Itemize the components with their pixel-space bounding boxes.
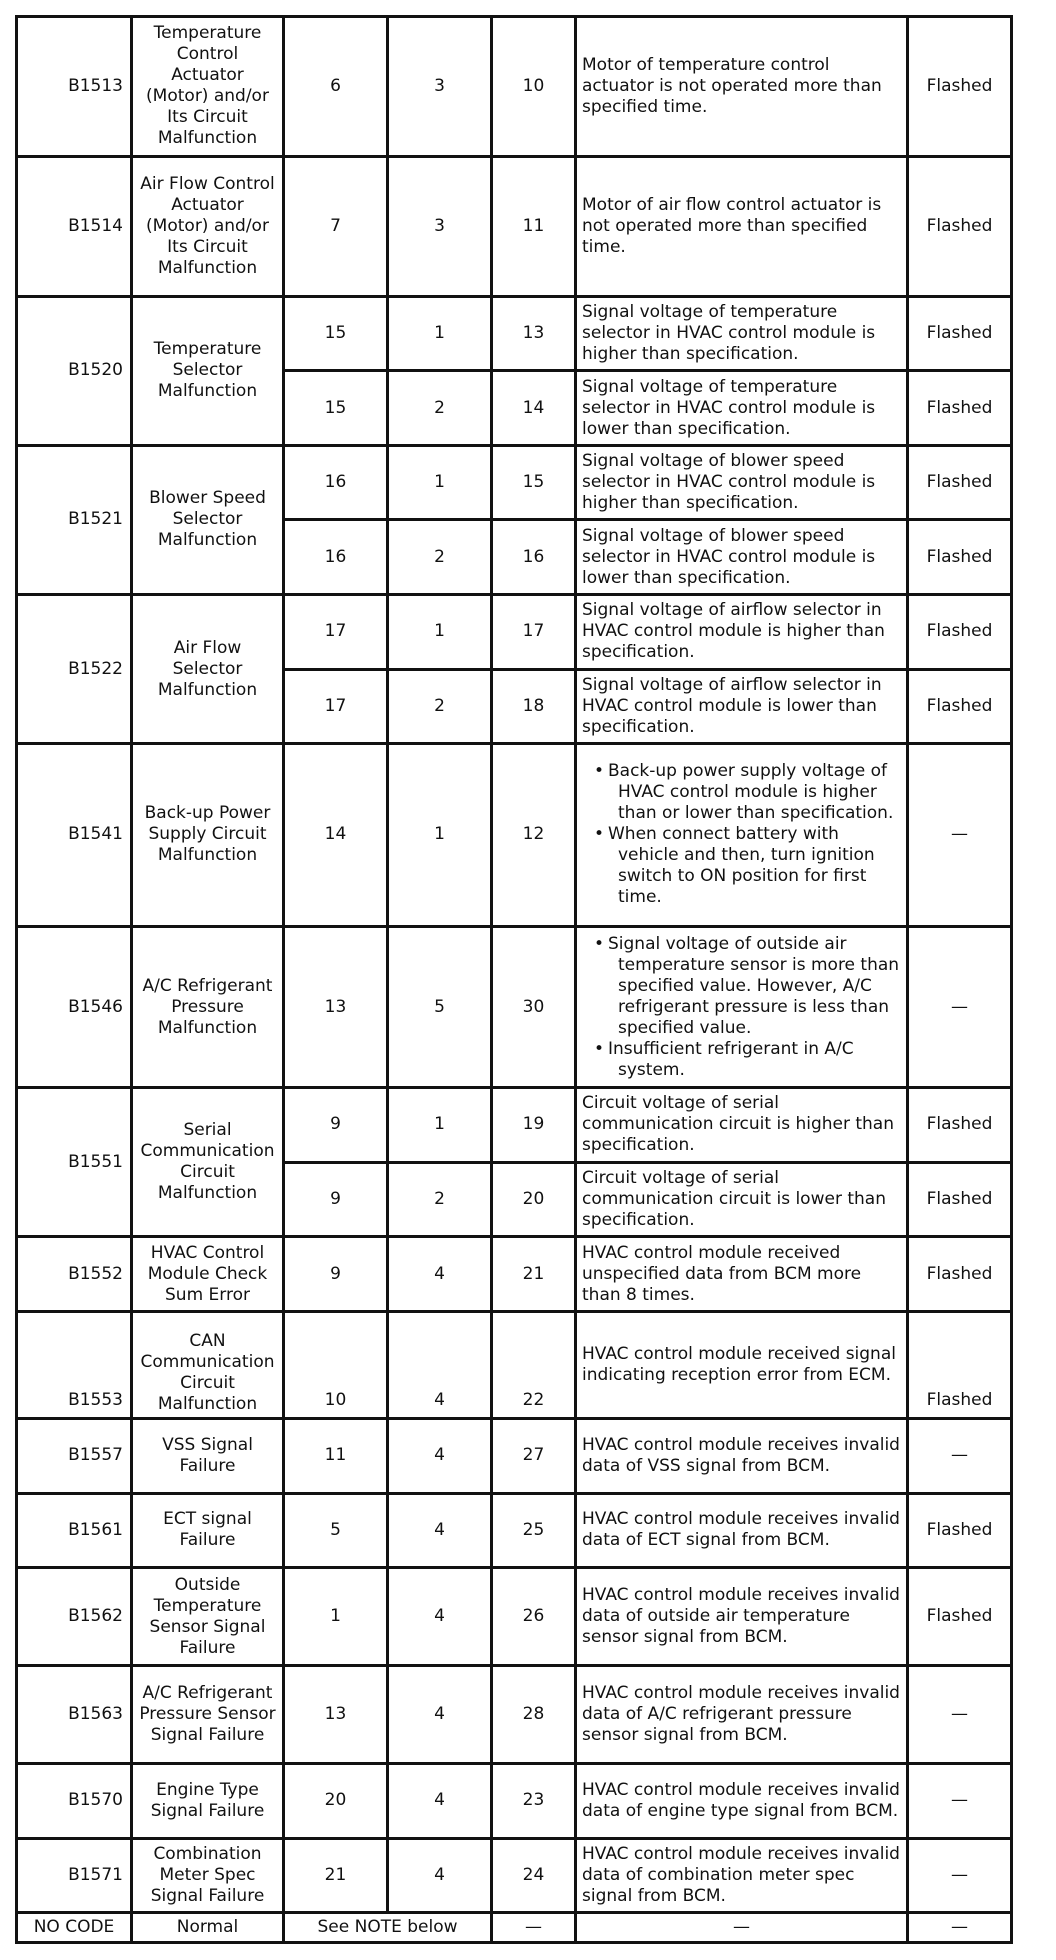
flash-count-b: 3 [388,17,492,157]
condition-cell [576,744,908,927]
flash-count-b: 1 [388,445,492,520]
dtc-number: 16 [492,520,576,595]
flash-count-a: 1 [284,1568,388,1666]
flash-count-a: 17 [284,669,388,744]
indicator-status: Flashed [908,594,1012,669]
table-row [17,744,1012,927]
dtc-code: B1521 [17,445,132,594]
flash-count-b: 2 [388,371,492,446]
condition-cell: HVAC control module receives invalid data of outside air temperature sensor signal from BCM. [576,1568,908,1666]
flash-count-a: 21 [284,1838,388,1913]
dtc-number: 22 [492,1311,576,1418]
condition-bullet: • Back-up power supply voltage of HVAC control module is higher than or lower than specification. [608,761,901,824]
indicator-status: Flashed [908,1162,1012,1237]
condition-cell: HVAC control module received unspecified data from BCM more than 8 times. [576,1237,908,1312]
detected-item: Temperature Control Actuator (Motor) and/or Its Circuit Malfunction [132,17,284,157]
dtc-number: 19 [492,1088,576,1163]
table-row [17,1568,1012,1666]
condition-cell: HVAC control module receives invalid data of VSS signal from BCM. [576,1419,908,1494]
table-row [17,1493,1012,1568]
flash-count-a: 9 [284,1237,388,1312]
flash-count-b: 1 [388,1088,492,1163]
flash-count-a: 15 [284,296,388,371]
flash-count-a: 20 [284,1764,388,1839]
dtc-number: 30 [492,926,576,1087]
table-row [17,1666,1012,1764]
condition-bullet: • When connect battery with vehicle and then, turn ignition switch to ON position for first time. [608,824,901,908]
indicator-status: Flashed [908,1237,1012,1312]
indicator-status: — [908,1764,1012,1839]
dtc-number: 17 [492,594,576,669]
dtc-code: B1522 [17,594,132,743]
flash-count-b: 1 [388,594,492,669]
indicator-status: Flashed [908,1493,1012,1568]
condition-cell: HVAC control module receives invalid data of combination meter spec signal from BCM. [576,1838,908,1913]
dtc-number: 18 [492,669,576,744]
dtc-code: B1553 [17,1311,132,1418]
condition-cell: HVAC control module received signal indicating reception error from ECM. [576,1311,908,1418]
condition-cell: Signal voltage of temperature selector in HVAC control module is higher than specification. [576,296,908,371]
condition-cell: Circuit voltage of serial communication circuit is higher than specification. [576,1088,908,1163]
indicator-status: — [908,744,1012,927]
condition-cell: HVAC control module receives invalid data of A/C refrigerant pressure sensor signal from BCM. [576,1666,908,1764]
detected-item: Combination Meter Spec Signal Failure [132,1838,284,1913]
condition-cell: Signal voltage of blower speed selector in HVAC control module is lower than specification. [576,520,908,595]
flash-count-a: 17 [284,594,388,669]
table-row [17,156,1012,296]
dtc-number: 24 [492,1838,576,1913]
flash-count-b: 4 [388,1311,492,1418]
condition-cell [576,926,908,1087]
flash-count-b: 4 [388,1568,492,1666]
flash-count-a: 5 [284,1493,388,1568]
table-row [17,1419,1012,1494]
condition-cell: — [576,1913,908,1943]
indicator-status: Flashed [908,1088,1012,1163]
dtc-number: 23 [492,1764,576,1839]
indicator-status: — [908,1913,1012,1943]
table-body [17,17,1012,1943]
condition-cell: Circuit voltage of serial communication circuit is lower than specification. [576,1162,908,1237]
flash-count-b: 1 [388,296,492,371]
flash-count-a: 14 [284,744,388,927]
condition-cell: Signal voltage of temperature selector in HVAC control module is lower than specification. [576,371,908,446]
dtc-code: B1563 [17,1666,132,1764]
dtc-number: 27 [492,1419,576,1494]
condition-cell: Motor of temperature control actuator is not operated more than specified time. [576,17,908,157]
dtc-code: B1562 [17,1568,132,1666]
flash-count-b: 4 [388,1764,492,1839]
dtc-code: B1551 [17,1088,132,1237]
table-row [17,1838,1012,1913]
dtc-number: 21 [492,1237,576,1312]
dtc-code: B1546 [17,926,132,1087]
condition-cell: Signal voltage of blower speed selector in HVAC control module is higher than specification. [576,445,908,520]
detected-item: A/C Refrigerant Pressure Malfunction [132,926,284,1087]
dtc-number: 14 [492,371,576,446]
dtc-code: B1552 [17,1237,132,1312]
indicator-status: Flashed [908,520,1012,595]
indicator-status: Flashed [908,17,1012,157]
dtc-code: B1513 [17,17,132,157]
flash-count-a: 6 [284,17,388,157]
detected-item: ECT signal Failure [132,1493,284,1568]
dtc-code: B1571 [17,1838,132,1913]
condition-cell: Motor of air flow control actuator is not operated more than specified time. [576,156,908,296]
table-row [17,1088,1012,1163]
dtc-code: B1557 [17,1419,132,1494]
flash-count-b: 3 [388,156,492,296]
dtc-number: 15 [492,445,576,520]
flash-count-b: 2 [388,669,492,744]
flash-count-b: 5 [388,926,492,1087]
condition-cell: HVAC control module receives invalid data of engine type signal from BCM. [576,1764,908,1839]
detected-item: Serial Communication Circuit Malfunction [132,1088,284,1237]
detected-item: Outside Temperature Sensor Signal Failure [132,1568,284,1666]
table-row [17,17,1012,157]
table-row [17,1237,1012,1312]
flash-count-a: 7 [284,156,388,296]
dtc-code: B1520 [17,296,132,445]
dtc-number: 28 [492,1666,576,1764]
condition-cell: Signal voltage of airflow selector in HVAC control module is lower than specification. [576,669,908,744]
detected-item: HVAC Control Module Check Sum Error [132,1237,284,1312]
dtc-number: 26 [492,1568,576,1666]
detected-item: Blower Speed Selector Malfunction [132,445,284,594]
flash-count-b: 4 [388,1838,492,1913]
flash-count-b: 2 [388,520,492,595]
indicator-status: Flashed [908,296,1012,371]
dtc-code: NO CODE [17,1913,132,1943]
indicator-status: Flashed [908,156,1012,296]
detected-item: Back-up Power Supply Circuit Malfunction [132,744,284,927]
flash-count-a: 9 [284,1162,388,1237]
detected-item: Engine Type Signal Failure [132,1764,284,1839]
dtc-number: 13 [492,296,576,371]
flash-count-b: 4 [388,1419,492,1494]
flash-count-a: 9 [284,1088,388,1163]
dtc-number: 20 [492,1162,576,1237]
flash-count-b: 2 [388,1162,492,1237]
table-row [17,594,1012,669]
table-row [17,296,1012,371]
condition-cell: Signal voltage of airflow selector in HVAC control module is higher than specification. [576,594,908,669]
indicator-status: — [908,1838,1012,1913]
indicator-status: Flashed [908,371,1012,446]
indicator-status: — [908,1666,1012,1764]
indicator-status: Flashed [908,445,1012,520]
flash-count-a: 13 [284,1666,388,1764]
indicator-status: Flashed [908,1568,1012,1666]
table-row [17,1311,1012,1418]
indicator-status: — [908,1419,1012,1494]
dtc-number: 11 [492,156,576,296]
flash-count-a: 10 [284,1311,388,1418]
flash-count-b: 4 [388,1666,492,1764]
table-row [17,926,1012,1087]
condition-cell: HVAC control module receives invalid data of ECT signal from BCM. [576,1493,908,1568]
dtc-code: B1570 [17,1764,132,1839]
detected-item: A/C Refrigerant Pressure Sensor Signal Failure [132,1666,284,1764]
flash-count-a: 11 [284,1419,388,1494]
flash-count-b: 4 [388,1237,492,1312]
dtc-number: 12 [492,744,576,927]
detected-item: VSS Signal Failure [132,1419,284,1494]
table-row [17,1764,1012,1839]
flash-count-b: 4 [388,1493,492,1568]
detected-item: Air Flow Selector Malfunction [132,594,284,743]
condition-bullet: • Insufficient refrigerant in A/C system. [608,1039,901,1081]
dtc-code: B1514 [17,156,132,296]
see-note: See NOTE below [284,1913,492,1943]
dtc-number: 25 [492,1493,576,1568]
indicator-status: — [908,926,1012,1087]
flash-count-a: 15 [284,371,388,446]
dtc-number: 10 [492,17,576,157]
detected-item: Temperature Selector Malfunction [132,296,284,445]
indicator-status: Flashed [908,669,1012,744]
table-row [17,445,1012,520]
dtc-code: B1541 [17,744,132,927]
detected-item: CAN Communication Circuit Malfunction [132,1311,284,1418]
table-row-no-code [17,1913,1012,1943]
condition-bullet-list [582,934,901,1081]
flash-count-a: 16 [284,520,388,595]
dtc-table [15,15,1013,1944]
dtc-code: B1561 [17,1493,132,1568]
flash-count-a: 16 [284,445,388,520]
condition-bullet: • Signal voltage of outside air temperature sensor is more than specified value. However, A/C refrigerant pressure is less than specified value. [608,934,901,1039]
condition-bullet-list [582,761,901,908]
flash-count-a: 13 [284,926,388,1087]
flash-count-b: 1 [388,744,492,927]
detected-item: Normal [132,1913,284,1943]
detected-item: Air Flow Control Actuator (Motor) and/or Its Circuit Malfunction [132,156,284,296]
indicator-status: Flashed [908,1311,1012,1418]
dtc-number: — [492,1913,576,1943]
